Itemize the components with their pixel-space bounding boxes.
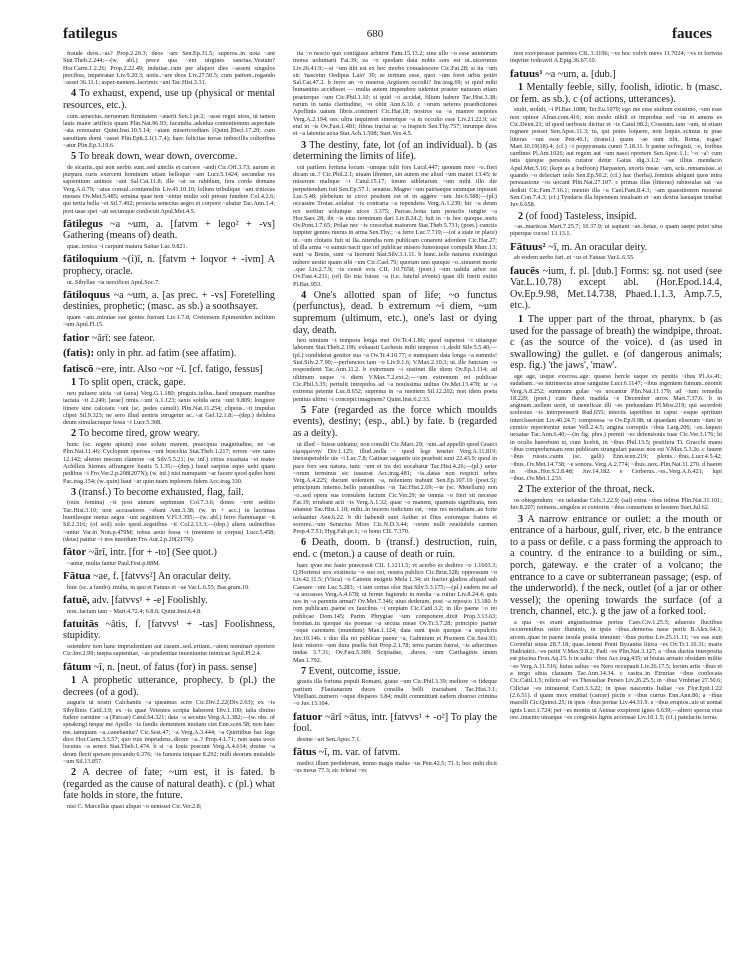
sense-number: 2 — [71, 767, 77, 779]
headword: fātum — [63, 660, 92, 673]
entry-definition: ~a ~um, a. [fatvm + lego² + -vs] Gathering (means of) death. — [63, 218, 275, 242]
right-guideword: fauces — [672, 26, 712, 42]
headword: fatuus¹ — [510, 67, 543, 80]
citation-block: os obtegendum: ~es uelandae Cels.3.22.9; (sal) extra ~ibus inlitus Plin.Nat.31.101; Juv.8.207; retinens..singulos et contortis ~ibus conuertens in hostem Suet.Jul.62. — [510, 497, 722, 512]
dictionary-entry — [63, 290, 275, 313]
sense-text: A prophetic utterance, prophecy. b (pl.) the decrees (of a god). — [63, 675, 276, 698]
sense-number: 2 — [71, 428, 77, 440]
sense-number: 1 — [71, 377, 77, 389]
sense-number: 6 — [301, 537, 307, 549]
dictionary-entry — [63, 364, 275, 376]
citation-block: ut illud ~ fuisse uideatur, non consilii Cic.Marc.29; ~um..ad appellō quod Graeci εἱμαρμένην Div.1.125; illud..nulla ~ quod lege teneter Verg.A.11.819; inexsuperabile uis ~i Luc.7.8; Catinae uagantis uix praebuit sunt 22.43.9; quod in pace fors seu natura, tunc ~um et ira dei uocabatur Tac.Hist.4.26;—(pl.) ueter ~orum terminus sic iusserat Acc.trag.481; ~is..datas non respicit urbes Verg.A.4.225; ducunt uolentem ~a, nolentem trahunt Sen.Ep.107.10 (poet.5); principium interno..bello parantibus ~is Tac.Hist.2.69;—te (sc. Metellum) non ~o..sed opera sua consulem factum Cic.Ver.29; ne omnia ~o fieri sit necesse Fat.19; errabant acti ~is Verg.A.1.32; quae ~o manent, quamuis significata, non uitantur Tac.Hist.1.18; mihi..in incerto iudicium est, ~one res mortalium..an forte uoluantur Ann.6.22. b dii habendi sunt Aether et Dies eorumque fratres et sorores..~um Senectus Mors Cic.N.D.3.44; ~orum nulli reuolubile carmen Prop.4.7.51; Hyg.Fab.pr.1; ~o bono CIL 7.370. — [293, 440, 497, 536]
entry-definition: ~a ~um, a. [as prec. + -vs] Foretelling destinies, prophetic; (masc. as sb.) a soothsayer. — [63, 289, 275, 313]
entry-definition: ~ī, m. An oracular deity. — [548, 241, 648, 253]
entry-definition: adv. [fatvvs¹ + -e] Foolishly. — [92, 594, 208, 606]
sense-number: 1 — [71, 675, 77, 687]
headword: fātus — [293, 746, 317, 759]
sense-definition — [510, 211, 722, 223]
entry-definition: ~ārī: see fateor. — [91, 332, 155, 344]
sense-text: To break down, wear down, overcome. — [78, 151, 238, 163]
entry-definition: ~ae, f. [fatvvs²] An oracular deity. — [93, 571, 232, 583]
sense-text: The destiny, fate, lot (of an individual). b (as determining the limits of life). — [293, 139, 497, 163]
dictionary-entry — [63, 254, 275, 277]
sense-number: 4 — [301, 289, 307, 301]
column-right — [510, 50, 722, 721]
citation-block: ita ~o nescio quo contigisse arbitror Fam.15.13.2; sine ullo ~o esse animorum motus uoluntarii Fat.39; ea ~o quodam data nobis sors est ut..uicerimus Liv.26.41.9;—si ~um tibi est ex hoc morbo conualescere Cic.Fat.28; si ita ~um sit: 'nascetur Oedipus Laio' 30; se tertium esse, quoi ~um foret urbis potiri Sal.Cat.47.2. b ferro an ~o moerus Argiuom occidit? Inc.trag.69; si quid mihi humanitus accidisset — multa autem impendere uidentur praeter naturam etiam praeterque ~um Cic.Phil.1.10; si quid ~o accidat, filium habere Tac.Hist.3.38; rarum in tanta claritudine, ~o obiit Ann.6.10. c ~orum ueteres praedictiones Apollinis uatum libris..contineri Cic.Har.18; nostros ea ~a manere nepotes Verg.A.2.194; nec ultra inquireret sineretque ~a in occulto esse Liv.21.22.9; sic erat in ~is Ov.Fast.1.481; fibras tractat ac ~a inspicit Sen.Thy.757; inrumpe deos et ~a latentia uexa Stat.Ach.1.508; Suet.Ves.4.5. — [293, 50, 497, 138]
dictionary-entry — [63, 619, 275, 642]
column-middle — [293, 50, 497, 774]
citation-block: cum..senectus..neruorum firmitatem ~auerit Sen.1.pr.2; ~asse regni uires, ut tamen lauis maior artificis quam Plin.Nat.96.93; facundia..adsidua contentionum asperitate ~ata renouatur Quint.Inst.10.5.14; ~atam misericordiam [Quint.]Decl.17.20; cum saeuitiam domi ~asset Plin.Epit.2.1(1.7.4); haec felicitas terrae imbecillis cultoribus ~atur Plin.Ep.3.19.6. — [63, 112, 275, 149]
sense-text: Event, outcome, issue. — [308, 665, 401, 677]
citation-block: desine ~ari Sen.Apoc.7.1. — [297, 735, 361, 743]
headword: faucēs — [510, 264, 540, 277]
headword: fatuē, — [63, 593, 90, 606]
citation-block: nisi C. Marcellus quasi aliquo ~o uenisset Cic.Ver.2.8; — [67, 802, 202, 810]
headword: fatiscō — [63, 362, 94, 375]
citation-block: ut..Sibyllae ~ia uersificet Apul.Soc.7. — [67, 278, 160, 286]
sense-number: 1 — [518, 82, 524, 94]
headword: (fatis): — [63, 347, 95, 360]
sense-definition — [63, 377, 275, 389]
sense-text: A decree of fate; ~um est, it is fated. b (regarded as the cause of natural death). c (pl.) what fate holds in store, the future. — [63, 767, 275, 802]
entry-definition: ~a ~um, a. [dub.] — [545, 68, 616, 80]
entry-definition: ~(i)ī, n. [fatvm + loqvor + -ivm] A prophecy, oracle. — [63, 254, 275, 277]
sense-definition — [293, 405, 497, 440]
sense-definition — [510, 82, 722, 105]
citation-block: (ouis femina) ~it post annum septimum Col.7.3.6; donec ~eret seditio Tac.Hist.3.10; non accusatores ~ebant Ann.3.38; (w. in + acc.) in lacrimas humilesque metus aegra ~unt segnitiem V.Fl.3.395;—(w. abl.) ferro flammaque ~it Sil.2.316; (of soil) solo quod..segetibus ~it Col.2.13.3;—(dep.) altera uulneribus ~untur Var.in Non.p.479M; rebus aeuo fessa ~i (mentem et corpus) Lucr.5.458; (deus) patitur ~i nos interdum Fro.Aur.2.p.20(217N). — [63, 499, 275, 543]
citation-block: fraude deos..~as? Prop.2.20.3; deos ~are Sen.Ep.31.5; superos..in uota ~ant Stat.Theb.2.244;—(w. abl.) prece qua ~ent uirgines sanctas..Vestam? Hor.Carm.1.2.26; Prop.2.22.49; indutiae..cum per aliquot dies ~assent singulos precibus, impetratae Liv.9.20.3; uotis..~are deos Liv.27.50.5; cum patrem..rogando ~asset 36.11.1; asper-nantem..lacrimis ~ant Tac.Hist.3.31. — [63, 50, 275, 87]
sense-number: 3 — [71, 486, 77, 498]
citation-block: haec qvae me faato praecessit CIL 1.1211.5; vt acerbo es deditvs ~o 1.1603.3; Q.Hortensi uox exstincta ~o suo est, nostra publico Cic.Brut.328; oppressum ~o Liv.42.11.5; (Vtica) ~o Catonis insignis Mela 1.34; sit fracter gladios aliquid sub Caesare ~um Luc.5.283; ~i iam certus olor Stat.Silv.5.3.175;—(pl.) eadem me ad ~a uocasses Verg.A.4.678; ut ferme fugiendo in media ~a ruitur Liv.8.24.4; quis uos in ~a parentis armat? Ov.Met.7.346; uiuo dederam, post ~a reposco 13.180. b rem publicam..paene ex faucibus ~i ereptam Cic.Catil.3.2; in illo paene ~o rei publicae Dom.145; Parim Phrygiae ~um componere..dixit Prop.3.13.63; forsitan..tu quoque sis poenae ~a secuta meae Ov.Tr.3.7.28; principio pariter ~oque carentem (mundum) Man.1.124; data sunt ipsis quoque ~a sepulcris Juv.10.146. c duo illa rei publicae paene ~a, Gabinium et Pisonem Cic.Sest.93; huic misero ~um dura puella fuit Prop.2.1.78; terra parum fuerat, ~is adiecimus undas 3.7.31; Ov.Fast.5.389; Scipiadae, ..duces, ~um Carthaginis unum Man.1.792. — [293, 561, 497, 664]
dictionary-entry — [510, 69, 722, 81]
dictionary-entry — [63, 571, 275, 583]
headword: fatior — [63, 331, 90, 344]
dictionary-entry — [510, 266, 722, 312]
dictionary-entry — [63, 662, 275, 674]
sense-text: One's allotted span of life; ~o functus (perfunctus), dead. b extremum ~i diem, ~um supremum (ultimum, etc.), one's last or dying day, death. — [293, 289, 497, 336]
sense-definition — [293, 666, 497, 678]
sense-definition — [63, 88, 275, 111]
citation-block: grauis illa fortuna populi Romani, graue ~um Cic.Phil.3.39; meliore ~o fideque partium Flauianarum duces consilia belli tractabant Tac.Hist.3.1; Vitelliani..numero ~oque dispares 3.84; multi committunt eadem diuerso crimina ~o Juv.13.104. — [293, 678, 497, 708]
headword: fatuitās — [63, 617, 99, 630]
citation-block: ostendere non hanc imprudentiam aut casum..sed..ertiam..~atem nominari oportere Cic.Inv.2.99; inepta sapientiae, ~as prudentiae inueniuntur inimicae Apul.Pl.2.4. — [63, 643, 275, 658]
entry-definition: ~ī, n. [neut. of fatus (for) in pass. sense] — [93, 661, 257, 673]
dictionary-entry — [63, 219, 275, 242]
citation-block: medici illum perdiderunt, immo magis malus ~us Petr.42.5; 71.1; hoc mihi dicit ~us meus 77.3; sic tvlerat ~vs — [293, 759, 497, 774]
sense-text: To split open, crack, gape. — [78, 377, 186, 389]
page-number: 680 — [366, 28, 384, 40]
sense-number: 4 — [71, 88, 77, 100]
dictionary-entry — [63, 348, 275, 360]
citation-block: ~as..mariscas Mart.7.25.7; 10.37.9; ut sapiant ~ae..betae, o quam saepe petet uina piperque cocus! 13.13.1. — [510, 223, 722, 238]
sense-definition — [510, 314, 722, 372]
dictionary-entry — [63, 333, 275, 345]
sense-definition — [63, 767, 275, 802]
headword: fātilegus — [63, 217, 103, 230]
citation-block: hinc (sc. a fando)..multa, in quo et Fatuus et ~ae Var.L.6.55; Bas.gram.10. — [67, 583, 250, 591]
citation-block: quam ~am..miratae eae gentes fuerant Liv.1.7.8; Cretensem Epimeniden inclitum ~um Apul.Fl.15. — [63, 313, 275, 329]
citation-block: hunc (sc. regem apium) esse solum marem, praecipua magnitudine, ne ~at Plin.Nat.11.46; Cyclopum operosa ~unt bracchia Stat.Theb.1.217; errore ~ere uano 12.142; alterno mecum clamore ~at Silv.5.5.21; (w. inf.) citius exsatiata ~et mater Achilleis hiemes affrangere bustis 5.1.35;—(dep.) haud saepius equo uehi quam pedibus ~i Fro.Ver.2.p.208(207N); (w. inf.) nisi numquam ~ar facere quod quibo boni Pac.trag.154; (w. quin) haut ~ar quin tuam inplorem fidem Acc.trag.330. — [63, 441, 275, 485]
left-guideword: fatilegus — [63, 26, 118, 42]
sense-definition — [293, 290, 497, 336]
sense-definition — [63, 487, 275, 499]
headword: Fātua — [63, 570, 91, 583]
dictionary-entry — [510, 242, 722, 254]
sense-text: Death, doom. b (transf.) destruction, ruin, end. c (meton.) a cause of death or ruin. — [293, 537, 497, 561]
citation-block: non exsvperasse parentes CIL 3.3196; ~vs hoc volvit mevs 11.7024; ~vs et fortvna inqviter ivdicavit A.Epig.36.67.10. — [510, 50, 722, 65]
sense-text: To become tired, grow weary. — [78, 428, 200, 440]
dictionary-entry — [293, 747, 497, 759]
entry-definition: ~ī, m. var. of fatvm. — [318, 747, 401, 759]
headword: Fātuus² — [510, 240, 546, 253]
sense-number: 5 — [71, 151, 77, 163]
citation-block: cui parilem fortuna locum ~umque tulit fors Lucil.447; quonam meo ~o..fieri dicam ut..? Cic.Phil.2.1; uiuam libenter, sin autem me aliud ~um manet 13.45; te miserum malique ~i Catul.15.17; totum athletarum ~um mihi illo die perpetiendum fuit Sen.Ep.57.1; senatus..Magno ~um patriaeque suumque inposuit Luc.5.48; plebeium in circo positum est et in aggere ~um Juv.6.588;—(pl.) occasum Troiae..solabar ~is contraria ~a rependens Verg.A.1.239; hic ~a deum rex sortitur uoluitque uices 3.375; Parcae..bona iam peractis iungite ~a Hor.Saec.28; ibi ~is eius terminum dari Liv.8.24.2; fuit in ~is hoc quoque..meis Ov.Pont.1.7.65; Prilae nec ~is crescebat maiorem Stat.Theb.5.731; (poet.) cunctis iuppiter gentes ruerus in arma Sen.Thy.; ~a ferre Luc.7.719;—(of a state or place) ut..~um chitatis fuit ut Ila..nitendia rem publicam conarent adordere Cic.Har.27; id illa arma ~o sumus nacti quo ref publicae misero funestoque compulit Marc.13; sunt ~a Brutis, sunt ~a Inorumi Stat.Silv.3.1.11. b hunc..telle naturus existingui nubere uestio quam sibi ~um Cic.Cael.79; quorum uno quoque ~o..sinueret morte ..que Liv.2.7.9; ~is cessit svis CIL 10.7658; (poet.) ~um ualida arbor est Ov.Fast.4.231; (of) Ilo tria fuisse ~a (i.e. fateful events) quae illi fuerit exitio Pl.Bac.953. — [293, 163, 497, 288]
sense-text: (transf.) To become exhausted, flag, fail. — [78, 486, 244, 498]
citation-block: ~antur, multa fantur Paul.Fest.p.88M. — [67, 559, 161, 567]
headword: fātor — [63, 546, 87, 559]
sense-number: 7 — [301, 665, 307, 677]
entry-definition: ~ium, f. pl. [dub.] Forms: sg. not used (see Var.L.10.78) except abl. (Hor.Epod.14.4, Ov.Ep.9.98, Met.14.738, Phaed.1.1.3, Amp.7.5, etc.). — [510, 265, 723, 312]
sense-number: 1 — [518, 313, 524, 325]
sense-text: (of food) Tasteless, insipid. — [525, 210, 637, 222]
dictionary-entry — [293, 712, 497, 735]
sense-text: A narrow entrance or outlet: a the mouth or entrance of a harbour, gulf, river, etc. b the entrance to a pass or defile. c a pass forming the approach to a country. d the entrance to a building or sim., porch, gateway. e the crater of a volcano; the entrance to a cave or subterranean passage; (esp. of the underworld). f the neck, outlet (of a jar or other vessel); the opening towards the surface (of a trench, channel, etc.). g the jaw of a forked tool. — [510, 513, 722, 618]
sense-text: The exterior of the throat, neck. — [525, 484, 655, 496]
entry-definition: ~ārī ~ātus, intr. [fatvvs¹ + -o²] To play the fool. — [293, 711, 497, 735]
headword: fatuor — [293, 710, 323, 723]
entry-definition: ~ātis, f. [fatvvs¹ + -tas] Foolishness, stupidity. — [63, 618, 276, 642]
sense-text: Fate (regarded as the force which moulds events), destiny; (esp., abl.) by fate. b (regarded as a deity). — [293, 404, 497, 440]
sense-number: 2 — [518, 210, 524, 222]
citation-block: stulti, stolidi, ~i Pl.Bac.1088; Ter.Eu.1079; ego me esse stultum existimo, ~um esse non opinor Afran.com.416; non modo nihili et improbus sed ~us et amens es Cic.Deiot.21; id quod uerbosis dicitur et ~is Catul.98.2; Crassum..tam ~um, ut etiam regnare posset Sen.Apoc.11.3; tu, qui potes loquere, non loquis..scimus te prae litteras ~um esse Petr.46.1; (transf.) quam ~ae sunt tibi, Roma, togae! Mart.10.19(18).4; (cf.) ~i poppysmata cunni 7.18.11. b paene ecfregisti, ~e, foribus cardines Pl.Am.1026; aut regem aut ~um nasci oportere Sen.Apoc.1.1; '~o ~a': cum istis quoque personis curator detur Gaius dig.3.1.2; ~ae illius mendacio Apul.Met.5.16; (kept as a buffoon) Harpasten, uxoris meae ~am, scis..remansisse..si quando ~o delectari uolo Sen.Ep.50.2; (cf.) hac (herba)..feminis abigunt quos mira persuasione ~os uocant Plin.Nat.27.107. c primas illas (litteras) rabiosulas sat ~as dedisti Cic.Fam.7.16.1; mentio illa ~a Cael.Fam.8.4.3; ~am quaestionem mouerat Sen.Con.7.4.3; (cf.) Tyndaris illa bipennem insulsam et ~am dextra laeuaque tenebat Juv.6.658. — [510, 106, 722, 209]
headword: fātiloquium — [63, 253, 119, 266]
citation-block: non..faciam tam ~ Mart.4.72.4; 6.8.6; Quint.Inst.6.4.8. — [67, 607, 202, 615]
sense-number: 5 — [301, 404, 307, 416]
sense-text: Mentally feeble, silly, foolish, idiotic. b (masc. or fem. as sb.). c (of actions, utterances). — [510, 82, 722, 105]
citation-block: ab eodem uerbo fari..et ~us et Fatuae Var.L.6.55. — [514, 254, 635, 262]
sense-definition — [510, 514, 722, 618]
citation-block: heu nimium ~i tempora longa mei Ov.Tr.4.1.86; quod superest ~i uitaeque laborum Stat.Theb.2.196; exhausti Lachesis mihi tempora ~i..dedit Silv.5.5.40;—(pl.) condiderat genitor sua ~a Ov.Tr.4.10.77; o numquam data longa ~a summis! Stat.Silv.2.7.90;—perfunctos iam ~o Liv.9.1.6; V.Max.2.10.3; ut..ille functam ~o responderet Tac.Ann.11.2. b extremum ~i sustinet ille diem Ov.Ep.1.114; ad ultimum usque ~i diem V.Max.7.2.ext.2;—~um extremum rei publicae Cic.Phil.3.35; pertulit intrepidos ad ~a nouissima uultus Ov.Met.13.478; te ~a extrema petente Luc.8.652; suprema in ~a ruentem Sil.12.202; non idem poeta penitus ultimi ~i concepit imaginem? Quint.Inst.6.2.33. — [293, 337, 497, 403]
sense-text: The upper part of the throat, pharynx. b (as used for the passage of breath) the windpipe, throat. c (as the source of the voice). d (as used in swallowing) the gullet. e (of dangerous animals; esp. fig.) 'the jaws', 'maw'. — [510, 313, 722, 372]
sense-definition — [293, 140, 497, 163]
citation-block: a qua ~es erant angustissimae portus Caes.Civ.1.25.5; aduersis fluctibus occurrentibus ostio fluminis, in ipsis ~ibus..demersa naue periit B.Alex.64.3; arcem..quae in paene insula posita imminet ~ibus portus Liv.25.11.11; ~es eae sunt Corinthii sinus 28.7.18; quae..tenent Ponti Byzantia litora ~es Ov.Tr.1.10.31; maris Hadriatici..~es petiit V.Max.9.8.2; Padi ~es Plin.Nat.3.127; a ~ibus ductus interposita est piscina Fron.Aq.15. b in saltu ~ibus Acc.trag.435; ut biuias armato obsidam milite ~es Verg.A.11.516; huius saltus ~es Nero occupauit Liv.26.17.5; locum artis ~ibus et a tergo situa clausum Tac.Ann.14.34. c castra..in Etruriae ~ibus conlocata Cic.Catil.1.5; relicto ad ~es Thessaliae Perseo Liv.26.25.5; in ~ibus Vmbriae 27.50.6; Ciliciae ~es intrauerat Curt.3.3.22; in ipsas nascentis Italiae ~es Flor.Epit.1.22 (2.6.51). d quam mox emittat (carcer) pictis e ~ibus currus Enn.Ann.86; a ~ibus macelli Cic.Quinct.25; in ipsis ~ibus portae Liv.44.31.9. e ~ibus eruptos..uis ut uomat ignis Lucr.1.724; per ~es montis ut Aetnae exspirent ignes 6.639;—altero specus eius ore..inuento utraeque ~es congestis lignis accensae Liv.10.1.5; (cf.) patefactis terras — [510, 618, 723, 721]
sense-definition — [63, 151, 275, 163]
citation-block: age age, usque exscrea..age: quaeso hercle usque ex penitis ~ibus Pl.As.41; sudabant..~es intrinsecus atrae sanguine Lucr.6.1147; ~ibus ingentem fumum..euomit Verg.A.8.252; summum gulae ~es uocantur Plin.Nat.11.179; ad ~ium remedia 18.229; (poet.) cum fluret madida ~e December atrox Mart.7.37.6. b in anginam..uellem uorti, ut ueneficae illi ~es prehendam Pl.Mos.219; qui sacerdoti scelestus ~is interpresserit Rud.655; iniectis tapetibus in caput ~esque spiritum intercluserunt Liv.40.24.7; compressa ~e Ov.Ep.9.98; ut quaedam eliserum ~ium in ceruice reperirentur notae Vell.2.4.5; angina correptis ~ibus Larg.206; ~es..laqueo uexatae Tac.Ann.6.40;—(in fig. phrs.) premit ~es defensionis tuae Cic.Ver.3.176; hi in oculis haerebunt et, cum licebit, in ~ibus Phil.13.5; pestifera Ti. Gracchi manu ~ibus comprehensam rem publicam strangulari passus non est V.Max.5.3.2e. c fauent ~ibus russis..cantu (sc. galli) Enn.scen.219; plenis..~ibus..Lucr.4.5.42; ~ibus..Ov.Met.14.738; ~e sonora..Verg.A.2.774; ~ibus..uox..Plin.Nat.11.270. d haeret in ~ibus..Hor.S.2.8.48; Juv.14.182. e Cerberus..~es..Verg.A.6.421; lupi ~ibus..Ov.Met.1.233. — [510, 372, 722, 483]
dictionary-entry — [63, 595, 275, 607]
sense-number: 3 — [518, 513, 524, 525]
sense-definition — [63, 428, 275, 440]
citation-block: quae..toxica ~i carpunt matura Saitae Luc.9.821. — [67, 243, 188, 251]
sense-definition — [510, 484, 722, 496]
headword: fātiloquus — [63, 288, 111, 301]
entry-definition: only in phr. ad fatim (see affatim). — [96, 348, 237, 360]
column-left — [63, 50, 275, 810]
sense-definition — [63, 675, 275, 698]
entry-definition: ~ārī, intr. [for + -to] (See quot.) — [88, 547, 217, 559]
citation-block: auguris ut nostri Calchantis ~a queamus scire Cic.Div.2.22(Div.2.63); ex ~is Sibyllinis Catil.3.9; ex ~is quae Veientes scripta haberent Div.1.100; talia diuino fudere carmine ~a (Parcae) Catul.64.321; data ~a secutus Verg.A.1.382;—(w. obs. of speaking) neque me Apollo ~is fandis dementem inuitam ciet Enn.scen.58; non haec me..tamquam ~a..canebantur? Cic.Sest.47; ~a Verg.A.3.444; ~a Quiritibus hac lege dico Hor.Carm.3.3.57; quo ruis imprudens..dicere ~a..? Prop.4.1.71; non uana uoce locutus ~a senex Stat.Theb.1.474. b si ~a Iouis poscunt Verg.A.4.614; desine ~a deum flecti sperare precando 6.376; ~is Iunonis iniquae 8.292; nulli deorum mutabile ~um Sil.13.857. — [63, 699, 275, 765]
dictionary-entry — [63, 547, 275, 559]
sense-text: To exhaust, expend, use up (physical or mental resources, etc.). — [63, 88, 275, 112]
sense-number: 2 — [518, 484, 524, 496]
citation-block: de sicariis..qui non uerbis sunt..sed uinclis et carcere ~andi Cic.Off.3.73; aurum et purpura curis exercent hominum uitam belloque ~ant Lucr.5.1424; secundae res sapientium animos ~ant Sal.Cat.11.8; ille ~at os rabidum, fera corda domans Verg.A.6.79; ~atus consul..contumeliis Liv.41.10.10; lolium tribulique ~ant triticeas messes Ov.Met.5.485; semina quae non ~entur multo soli pressu fundere Col.4.2.6; qui tertia bella ~et Sil.7.492; proiecta senectus aegro et corpore ~abatur Tac.Ann.1.4; post usae spei ~ati secumque conlocuti Apul.Met.4.5. — [63, 163, 275, 215]
entry-definition: ~ere, intr. Also ~or ~ī. [cf. fatigo, fessus] — [96, 363, 263, 375]
citation-block: neu puluere uicta ~at (area) Verg.G.1.180; pinguis..tellus..haud umquam manibus iactata ~it 2.249; [arae] rimis..~unt A.1.123; saxis solida aera ~unt 9.809; longiore itinere sine calceatu ~unt (sc. pedes cameli) Plin.Nat.11.254; clipeus..~it impulsu clipei Sil.9.323; ne sero illud uentris inrugetur ac..~at Gel.12.1.8;—(dep.) delubra deum simulacraque fessa ~i Lucr.5.308. — [63, 389, 275, 427]
sense-number: 3 — [301, 139, 307, 151]
sense-definition — [293, 537, 497, 560]
